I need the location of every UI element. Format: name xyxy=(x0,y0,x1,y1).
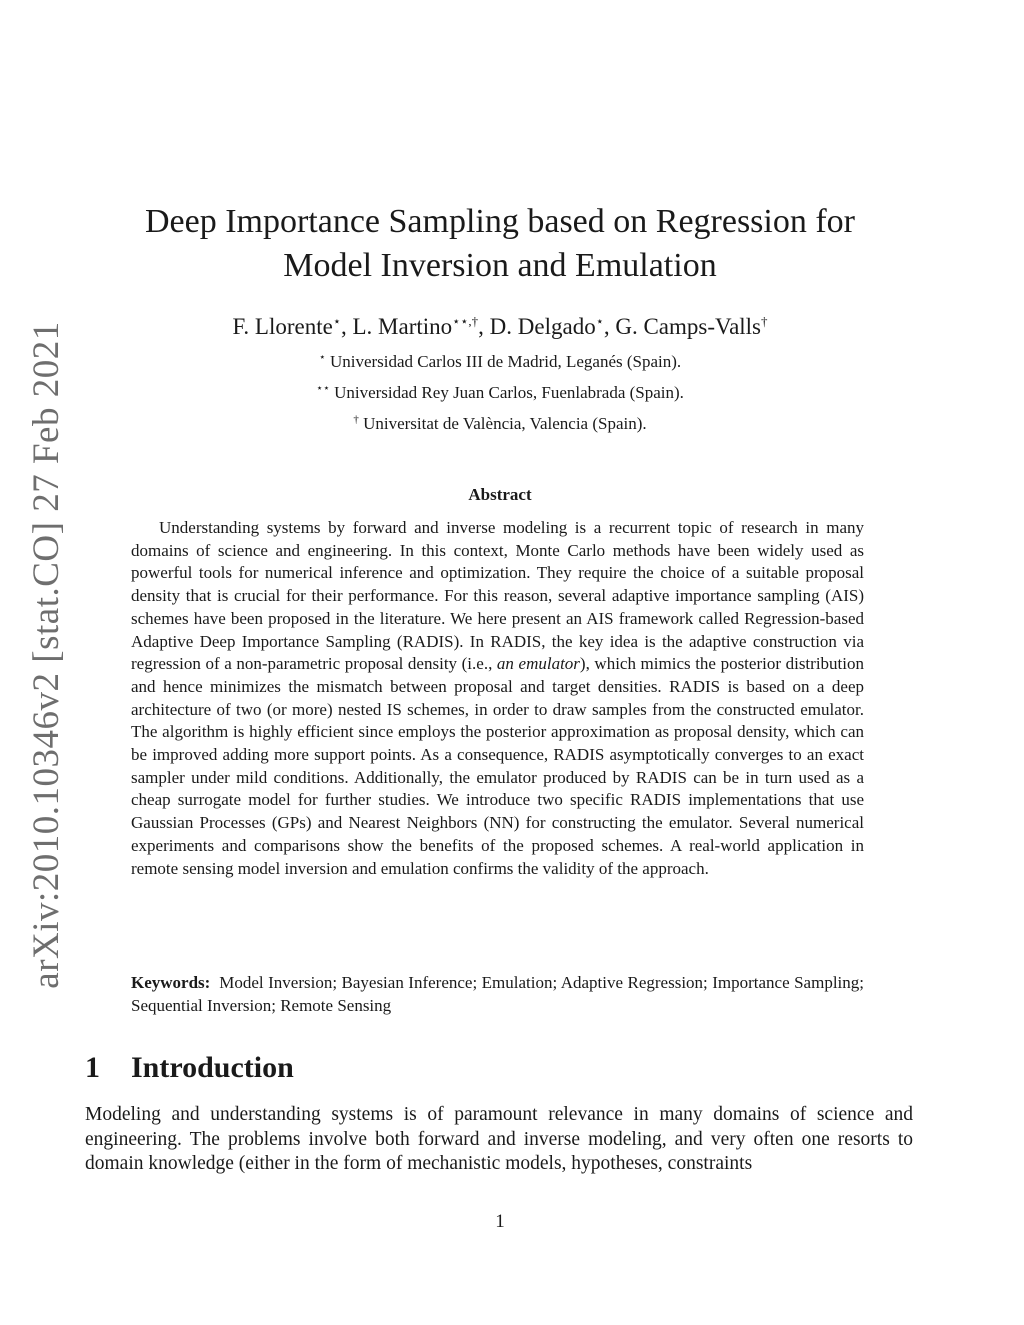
section-title: Introduction xyxy=(131,1051,294,1084)
affiliation-mark: ⋆ xyxy=(318,351,326,364)
author-affiliation-mark: † xyxy=(761,313,768,329)
author-name: G. Camps-Valls xyxy=(615,314,762,339)
abstract-text-part-1: Understanding systems by forward and inverse modeling is a recurrent topic of research in many domains of science and engineering. In this context, Monte Carlo methods have been widely used as powerful tools for numerical inference and optimization. They require the choice of a suitable proposal density that is crucial for their performance. For this reason, several adaptive importance sampling (AIS) schemes have been proposed in the literature. We here present an AIS framework called Regression-based Adaptive Deep Importance Sampling (RADIS). In RADIS, the key idea is the adaptive construction via regression of a non-parametric proposal density (i.e., xyxy=(131,518,864,674)
abstract-text-part-2: ), which mimics the posterior distribution and hence minimizes the mismatch between proposal and target densities. RADIS is based on a deep architecture of two (or more) nested IS schemes, in order to draw samples from the constructed emulator. The algorithm is highly efficient since employs the posterior approximation as proposal density, which can be improved adding more support points. As a consequence, RADIS asymptotically converges to an exact sampler under mild conditions. Additionally, the emulator produced by RADIS can be in turn used as a cheap surrogate model for further studies. We introduce two specific RADIS implementations that use Gaussian Processes (GPs) and Nearest Neighbors (NN) for constructing the emulator. Several numerical experiments and comparisons show the benefits of the proposed schemes. A real-world application in remote sensing model inversion and emulation confirms the validity of the approach. xyxy=(131,654,864,878)
abstract-emphasis: an emulator xyxy=(496,654,580,674)
section-heading-introduction xyxy=(85,1048,915,1088)
page-number: 1 xyxy=(495,1211,505,1232)
author-name: F. Llorente xyxy=(232,314,333,339)
affiliation-line xyxy=(100,346,900,377)
affiliation-list xyxy=(100,346,900,439)
affiliation-text: Universitat de València, Valencia (Spain). xyxy=(363,414,647,433)
section-number: 1 xyxy=(85,1051,100,1084)
author-affiliation-mark: ⋆ xyxy=(595,313,604,329)
keywords-text: Model Inversion; Bayesian Inference; Emulation; Adaptive Regression; Importance Sampling; Sequential Inversion; Remote Sensing xyxy=(131,973,864,1015)
affiliation-mark: ⋆⋆ xyxy=(316,382,330,395)
author-affiliation-mark: ⋆ xyxy=(332,313,341,329)
affiliation-line xyxy=(100,377,900,408)
paper-title-line-2: Model Inversion and Emulation xyxy=(283,247,717,284)
author-affiliation-mark: ⋆⋆,† xyxy=(452,313,479,329)
author-name: L. Martino xyxy=(352,314,453,339)
keywords-label: Keywords: xyxy=(131,973,211,992)
keywords xyxy=(131,971,864,1017)
affiliation-text: Universidad Rey Juan Carlos, Fuenlabrada (Spain). xyxy=(334,383,684,402)
paper-title-line-1: Deep Importance Sampling based on Regression for xyxy=(144,203,856,240)
affiliation-mark: † xyxy=(353,413,359,426)
author-name: D. Delgado xyxy=(489,314,596,339)
introduction-paragraph: Modeling and understanding systems is of paramount relevance in many domains of science and engineering. The problems involve both forward and inverse modeling, and very often one resorts to domain knowledge (either in the form of mechanistic models, hypotheses, constraints xyxy=(85,1104,913,1174)
affiliation-text: Universidad Carlos III de Madrid, Leganés (Spain). xyxy=(329,352,682,371)
paper-title xyxy=(100,200,900,288)
abstract-body xyxy=(131,517,864,880)
author-list: F. Llorente⋆, L. Martino⋆⋆,†, D. Delgado⋆, G. Camps-Valls† xyxy=(232,313,768,339)
affiliation-line xyxy=(100,408,900,439)
arxiv-identifier-stamp: arXiv:2010.10346v2 [stat.CO] 27 Feb 2021 xyxy=(26,321,67,989)
abstract-heading: Abstract xyxy=(468,485,532,504)
